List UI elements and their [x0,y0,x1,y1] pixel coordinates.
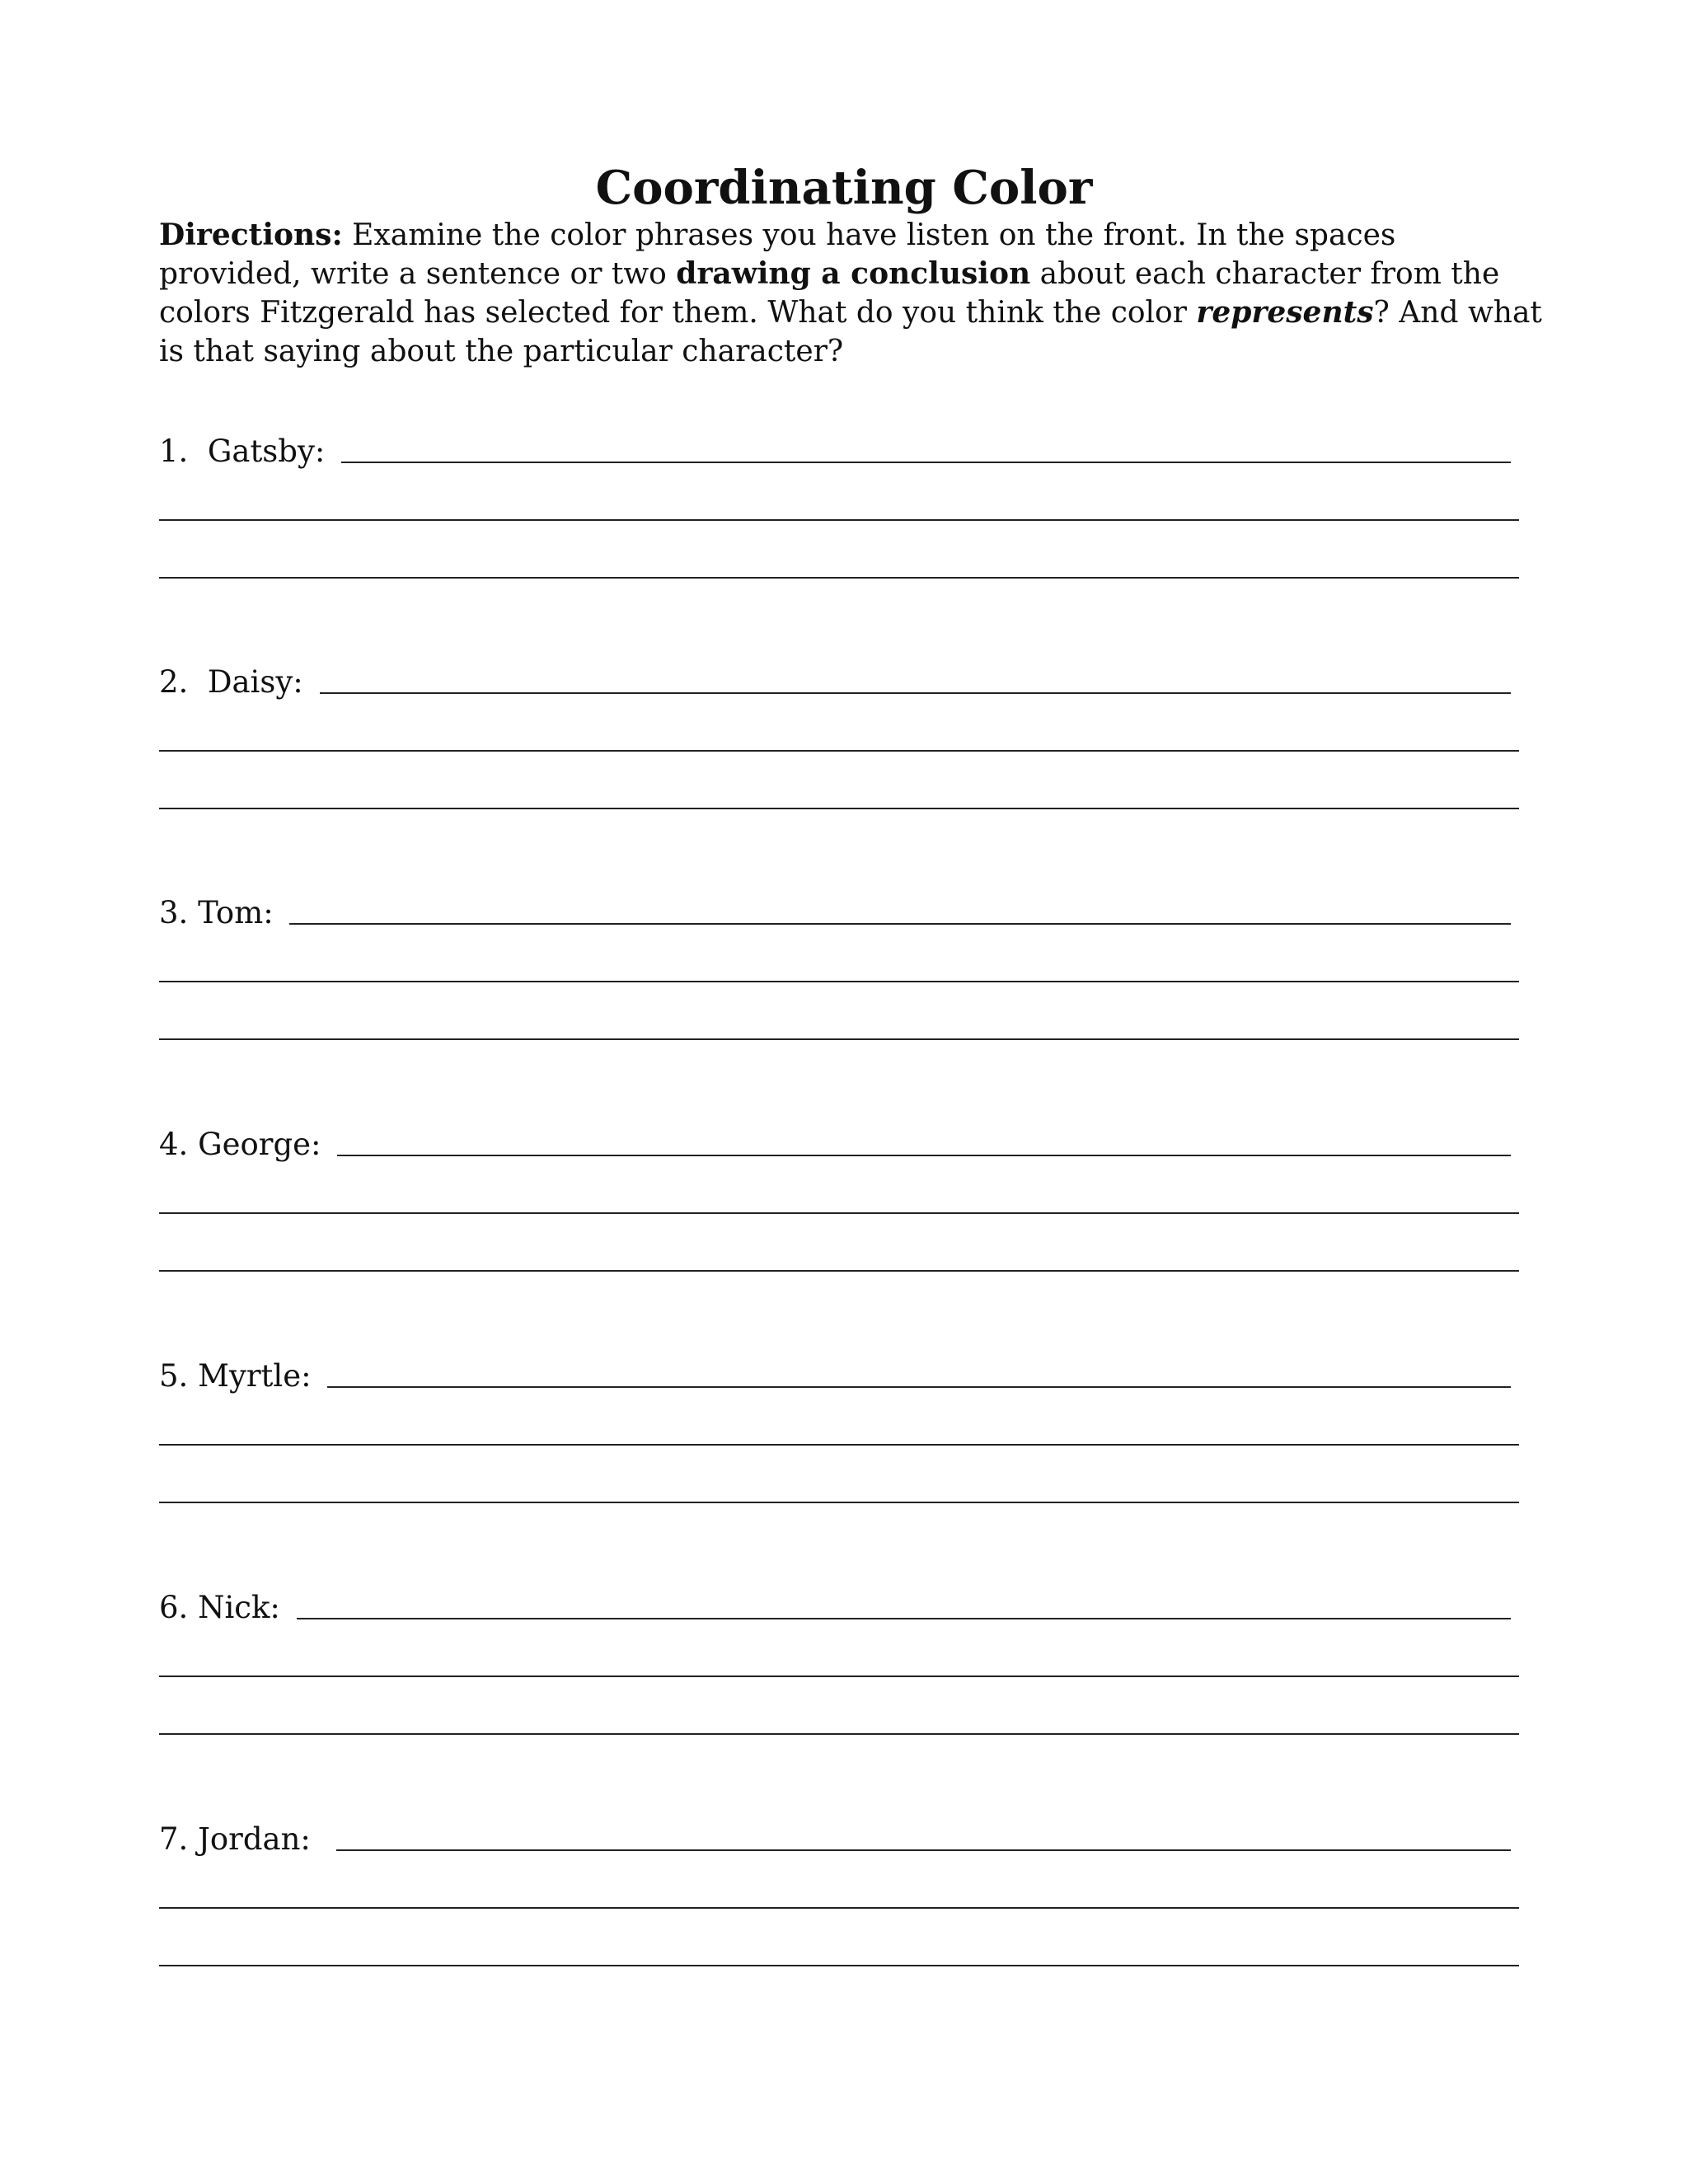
answer-blank[interactable] [336,1849,1511,1851]
page-title: Coordinating Color [595,161,1093,215]
question-gatsby [159,422,1519,468]
question-label: 3. Tom: [159,895,284,930]
answer-blank[interactable] [320,692,1512,694]
question-daisy [159,653,1519,699]
answer-line[interactable] [159,1444,1519,1446]
question-label: 5. Myrtle: [159,1358,321,1394]
answer-line[interactable] [159,1907,1519,1909]
question-label: 1. Gatsby: [159,434,335,469]
question-label: 7. Jordan: [159,1821,331,1857]
question-label: 2. Daisy: [159,664,313,700]
question-myrtle [159,1347,1519,1393]
answer-line[interactable] [159,1038,1519,1040]
answer-line[interactable] [159,1212,1519,1214]
answer-line[interactable] [159,1270,1519,1272]
answer-line[interactable] [159,577,1519,579]
answer-blank[interactable] [341,462,1511,463]
answer-blank[interactable] [289,923,1511,925]
question-label: 6. Nick: [159,1590,290,1625]
directions-paragraph [159,216,1544,371]
question-nick [159,1578,1519,1624]
answer-line[interactable] [159,519,1519,521]
answer-line[interactable] [159,1965,1519,1966]
directions-label: Directions: [159,218,343,252]
answer-blank[interactable] [297,1618,1511,1619]
answer-line[interactable] [159,981,1519,982]
answer-line[interactable] [159,1675,1519,1677]
directions-emphasis-conclusion: drawing a conclusion [676,256,1031,291]
question-tom [159,883,1519,930]
answer-line[interactable] [159,1733,1519,1735]
answer-line[interactable] [159,808,1519,809]
question-jordan [159,1810,1519,1856]
answer-blank[interactable] [337,1155,1511,1156]
directions-text-3: ? And what is that saying about the particular character? [159,296,1542,368]
answer-line[interactable] [159,1502,1519,1503]
question-george [159,1115,1519,1161]
question-label: 4. George: [159,1127,331,1162]
answer-blank[interactable] [327,1386,1511,1388]
answer-line[interactable] [159,750,1519,752]
directions-text-1: Examine the color phrases you have listen on the front. In the spaces provided, write a sentence or two [159,218,1396,291]
directions-text-2: about each character from the colors Fitzgerald has selected for them. What do you think the color [159,257,1500,330]
directions-emphasis-represents: represents [1196,295,1374,330]
